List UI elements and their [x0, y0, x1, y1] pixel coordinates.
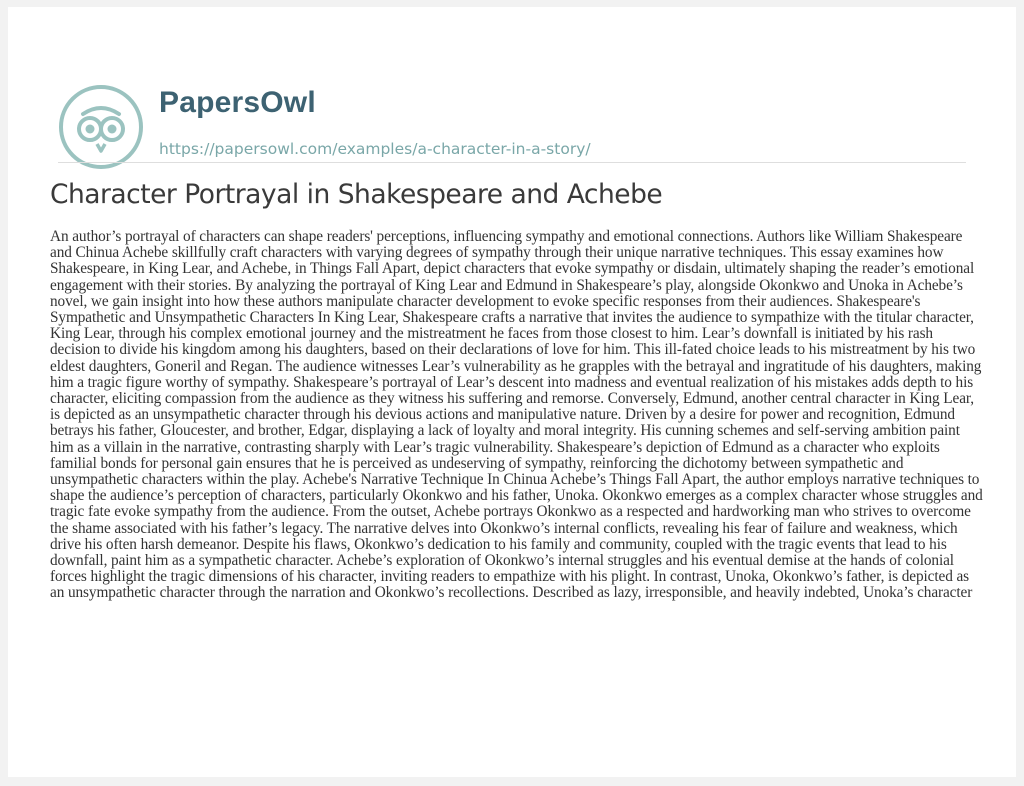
document-page [8, 7, 1016, 777]
page-title: Character Portrayal in Shakespeare and Achebe [50, 179, 663, 210]
page-header [58, 41, 966, 158]
owl-logo-icon [58, 84, 144, 170]
source-url-link[interactable]: https://papersowl.com/examples/a-character-in-a-story/ [159, 140, 591, 158]
essay-body: An author’s portrayal of characters can shape readers' perceptions, influencing sympathy and emotional connections. Authors like William Shakespeare and Chinua Achebe skillfully craft characters with varying degrees of sympathy through their unique narrative techniques. This essay examines how Shakespeare, in King Lear, and Achebe, in Things Fall Apart, depict characters that evoke sympathy or disdain, ultimately shaping the reader’s emotional engagement with their stories. By analyzing the portrayal of King Lear and Edmund in Shakespeare’s play, alongside Okonkwo and Unoka in Achebe’s novel, we gain insight into how these authors manipulate character development to evoke specific responses from their audiences. Shakespeare's Sympathetic and Unsympathetic Characters In King Lear, Shakespeare crafts a narrative that invites the audience to sympathize with the titular character, King Lear, through his complex emotional journey and the mistreatment he faces from those closest to him. Lear’s downfall is initiated by his rash decision to divide his kingdom among his daughters, based on their declarations of love for him. This ill-fated choice leads to his mistreatment by his two eldest daughters, Goneril and Regan. The audience witnesses Lear’s vulnerability as he grapples with the betrayal and ingratitude of his daughters, making him a tragic figure worthy of sympathy. Shakespeare’s portrayal of Lear’s descent into madness and eventual realization of his mistakes adds depth to his character, eliciting compassion from the audience as they witness his suffering and remorse. Conversely, Edmund, another central character in King Lear, is depicted as an unsympathetic character through his devious actions and manipulative nature. Driven by a desire for power and recognition, Edmund betrays his father, Gloucester, and brother, Edgar, displaying a lack of loyalty and moral integrity. His cunning schemes and self-serving ambition paint him as a villain in the narrative, contrasting sharply with Lear’s tragic vulnerability. Shakespeare’s depiction of Edmund as a character who exploits familial bonds for personal gain ensures that he is perceived as undeserving of sympathy, reinforcing the dichotomy between sympathetic and unsympathetic characters within the play. Achebe's Narrative Technique In Chinua Achebe’s Things Fall Apart, the author employs narrative techniques to shape the audience’s perception of characters, particularly Okonkwo and his father, Unoka. Okonkwo emerges as a complex character whose struggles and tragic fate evoke sympathy from the audience. From the outset, Achebe portrays Okonkwo as a respected and hardworking man who strives to overcome the shame associated with his father’s legacy. The narrative delves into Okonkwo’s internal conflicts, revealing his fear of failure and weakness, which drive his often harsh demeanor. Despite his flaws, Okonkwo’s dedication to his family and community, coupled with the tragic events that lead to his downfall, paint him as a sympathetic character. Achebe’s exploration of Okonkwo’s internal struggles and his eventual demise at the hands of colonial forces highlight the tragic dimensions of his character, inviting readers to empathize with his plight. In contrast, Unoka, Okonkwo’s father, is depicted as an unsympathetic character through the narration and Okonkwo’s recollections. Described as lazy, irresponsible, and heavily indebted, Unoka’s character [50, 228, 983, 602]
brand-name: PapersOwl [159, 86, 316, 119]
header-divider [58, 162, 966, 163]
